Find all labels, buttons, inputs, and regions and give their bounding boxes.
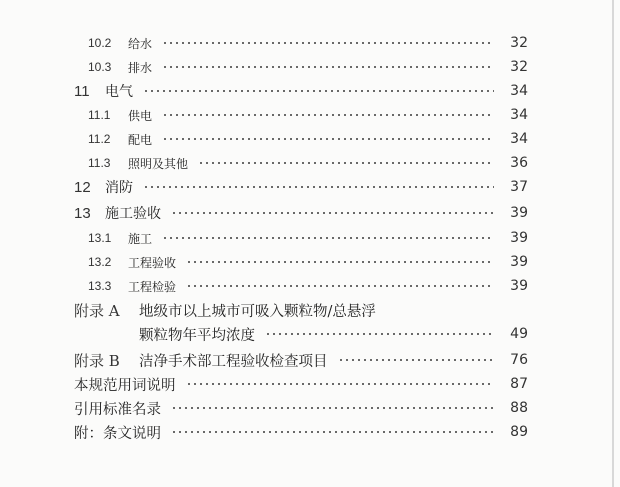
toc-entry-page: 37 (510, 179, 528, 195)
dot-leader (162, 114, 494, 116)
toc-entry-number: 11.3 (88, 156, 111, 170)
toc-entry-appendix-a[interactable] (74, 299, 528, 321)
dot-leader (171, 212, 494, 214)
dot-leader (162, 66, 494, 68)
toc-entry-wording-explanation[interactable] (74, 373, 528, 395)
dot-leader (198, 162, 494, 164)
toc-entry-page: 32 (510, 59, 528, 75)
toc-entry-page: 34 (510, 107, 528, 123)
toc-entry-11-3[interactable] (88, 152, 528, 174)
toc-entry-10-2[interactable] (88, 32, 528, 54)
toc-entry-13-3[interactable] (88, 275, 528, 297)
toc-entry-page: 76 (510, 352, 528, 368)
toc-entry-title: 施工 (128, 231, 153, 246)
toc-entry-title: 附：条文说明 (74, 425, 161, 442)
dot-leader (143, 186, 494, 188)
toc-entry-number: 11.1 (88, 108, 111, 122)
toc-entry-title: 施工验收 (105, 206, 161, 222)
toc-entry-title: 照明及其他 (128, 156, 189, 171)
dot-leader (265, 333, 494, 335)
toc-entry-page: 34 (510, 83, 528, 99)
dot-leader (186, 285, 494, 287)
toc-entry-10-3[interactable] (88, 56, 528, 78)
toc-entry-number: 附录 A (74, 301, 120, 320)
toc-entry-title: 颗粒物年平均浓度 (139, 327, 255, 344)
toc-entry-page: 39 (510, 205, 528, 221)
toc-entry-page: 32 (510, 35, 528, 51)
toc-entry-title: 本规范用词说明 (74, 377, 176, 394)
toc-entry-title: 工程检验 (128, 279, 177, 294)
toc-entry-11-1[interactable] (88, 104, 528, 126)
dot-leader (186, 261, 494, 263)
dot-leader (171, 431, 494, 433)
toc-entry-title: 消防 (105, 180, 133, 196)
toc-entry-title: 洁净手术部工程验收检查项目 (139, 353, 328, 370)
toc-entry-number: 11 (74, 82, 90, 100)
toc-entry-title: 地级市以上城市可吸入颗粒物/总悬浮 (139, 303, 376, 320)
toc-entry-title: 给水 (128, 36, 153, 51)
toc-entry-title: 工程验收 (128, 255, 177, 270)
toc-entry-page: 39 (510, 278, 528, 294)
dot-leader (162, 42, 494, 44)
toc-entry-number: 12 (74, 178, 91, 196)
toc-entry-title: 供电 (128, 108, 153, 123)
toc-entry-number: 13.2 (88, 255, 112, 269)
toc-entry-number: 13.3 (88, 279, 112, 293)
dot-leader (143, 90, 494, 92)
toc-entry-cited-standards[interactable] (74, 397, 528, 419)
toc-entry-11[interactable] (74, 80, 528, 102)
toc-entry-page: 87 (510, 376, 528, 392)
toc-entry-13[interactable] (74, 202, 528, 224)
toc-entry-page: 49 (510, 326, 528, 342)
toc-entry-number: 11.2 (88, 132, 111, 146)
toc-entry-appendix-b[interactable] (74, 349, 528, 371)
toc-entry-title: 配电 (128, 132, 153, 147)
dot-leader (338, 359, 495, 361)
toc-entry-number: 13 (74, 204, 91, 222)
dot-leader (186, 383, 495, 385)
dot-leader (171, 407, 494, 409)
toc-entry-13-2[interactable] (88, 251, 528, 273)
toc-entry-page: 36 (510, 155, 528, 171)
toc-entry-number: 10.2 (88, 36, 112, 50)
toc-entry-clause-explanation[interactable] (74, 421, 528, 443)
toc-entry-page: 89 (510, 424, 528, 440)
toc-entry-page: 39 (510, 230, 528, 246)
dot-leader (162, 138, 494, 140)
toc-entry-number: 附录 B (74, 351, 120, 370)
toc-entry-title: 排水 (128, 60, 153, 75)
toc-entry-page: 39 (510, 254, 528, 270)
dot-leader (162, 237, 494, 239)
toc-entry-13-1[interactable] (88, 227, 528, 249)
toc-entry-appendix-a-continued[interactable] (139, 323, 528, 345)
toc-entry-page: 88 (510, 400, 528, 416)
toc-entry-12[interactable] (74, 176, 528, 198)
toc-entry-title: 电气 (105, 84, 133, 100)
toc-entry-title: 引用标准名录 (74, 401, 161, 418)
toc-entry-11-2[interactable] (88, 128, 528, 150)
toc-entry-page: 34 (510, 131, 528, 147)
toc-entry-number: 13.1 (88, 231, 112, 245)
toc-entry-number: 10.3 (88, 60, 112, 74)
